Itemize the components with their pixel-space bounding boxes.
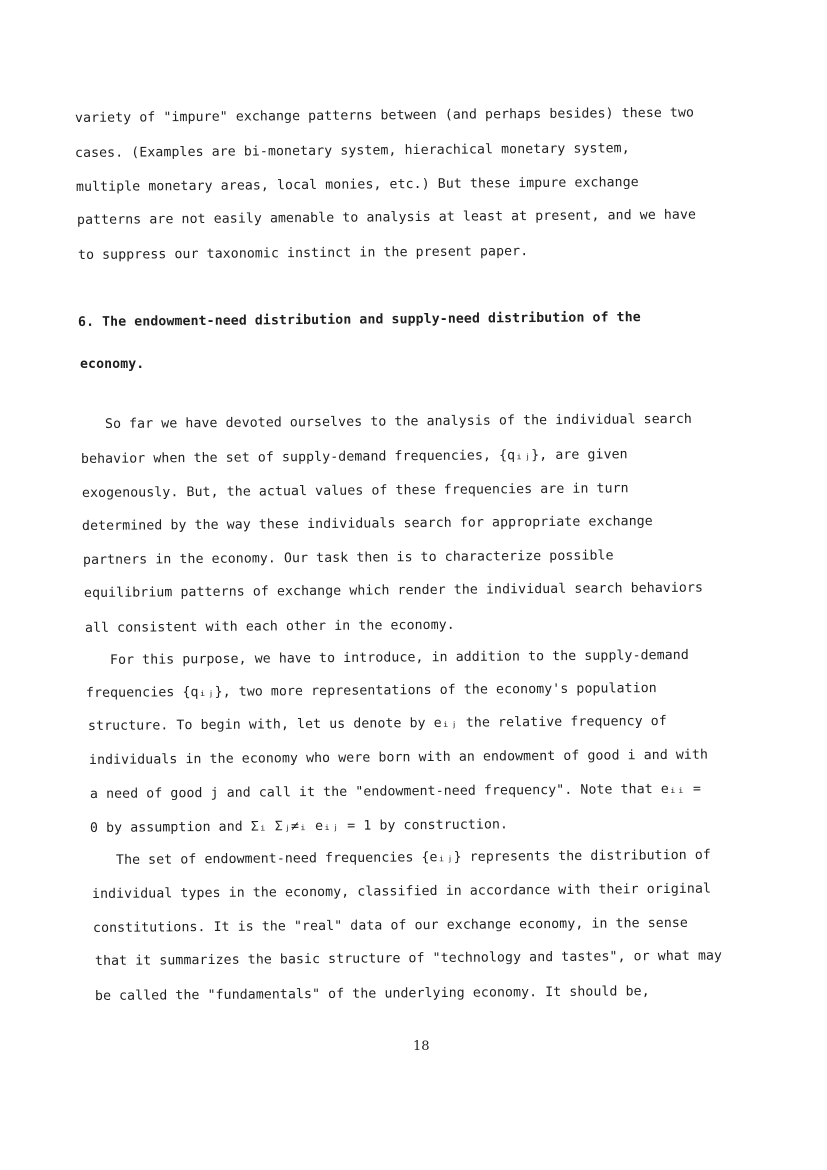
paragraph-4-line-1: The set of endowment-need frequencies {eᵢⱼ} represents the distribution of [115,847,711,868]
paragraph-4-line-2: individual types in the economy, classified in accordance with their original [91,881,712,902]
section-heading-line-1: 6. The endowment-need distribution and supply-need distribution of the [77,310,641,330]
paragraph-3-line-6: 0 by assumption and Σᵢ Σⱼ≠ᵢ eᵢⱼ = 1 by construction. [89,817,509,836]
section-heading-line-2: economy. [80,357,145,372]
paragraph-3-line-1: For this purpose, we have to introduce, in addition to the supply-demand [109,647,689,668]
page-number: 18 [413,1039,430,1054]
paragraph-4-line-5: be called the "fundamentals" of the underlying economy. It should be, [94,984,650,1004]
paragraph-3-line-5: a need of good j and call it the "endowment-need frequency". Note that eᵢᵢ = [89,781,702,802]
paragraph-1-line-1: variety of "impure" exchange patterns between (and perhaps besides) these two [74,105,695,126]
paragraph-2-line-5: partners in the economy. Our task then is to characterize possible [82,548,614,568]
paragraph-2-line-2: behavior when the set of supply-demand frequencies, {qᵢⱼ}, are given [80,447,628,467]
paragraph-2-line-6: equilibrium patterns of exchange which render the individual search behaviors [83,580,704,601]
paragraph-3-line-2: frequencies {qᵢⱼ}, two more representations of the economy's population [85,681,657,701]
paragraph-2-line-7: all consistent with each other in the economy. [84,617,455,636]
paragraph-2-line-3: exogenously. But, the actual values of these frequencies are in turn [81,481,629,501]
paragraph-4-line-3: constitutions. It is the "real" data of our exchange economy, in the sense [92,915,688,936]
paragraph-2-line-1: So far we have devoted ourselves to the analysis of the individual search [104,411,692,432]
paragraph-3-line-3: structure. To begin with, let us denote by eᵢⱼ the relative frequency of [87,713,667,734]
paragraph-3-line-4: individuals in the economy who were born with an endowment of good i and with [88,747,709,768]
paragraph-2-line-4: determined by the way these individuals search for appropriate exchange [81,514,653,534]
paragraph-1-line-4: patterns are not easily amenable to analysis at least at present, and we have [76,207,697,228]
paragraph-4-line-4: that it summarizes the basic structure of "technology and tastes", or what may [94,948,723,969]
paragraph-1-line-3: multiple monetary areas, local monies, etc.) But these impure exchange [75,175,639,195]
paragraph-1-line-5: to suppress our taxonomic instinct in the present paper. [77,244,529,263]
paragraph-1-line-2: cases. (Examples are bi-monetary system, hierachical monetary system, [74,141,630,161]
